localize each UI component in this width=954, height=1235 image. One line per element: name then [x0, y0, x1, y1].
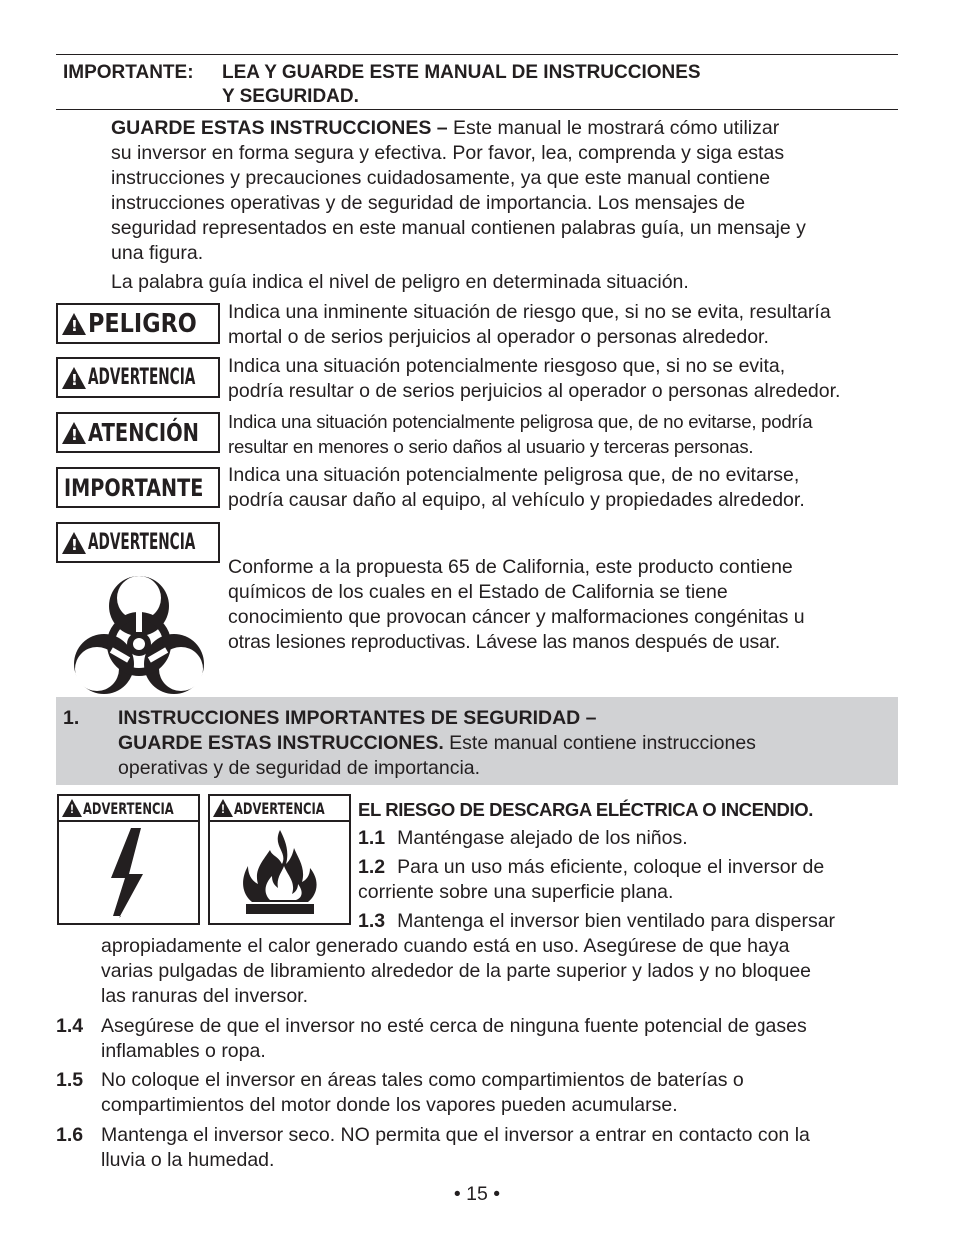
item-1-3: 1.3 Mantenga el inversor bien ventilado para dispersar [358, 910, 836, 932]
item-1-1: 1.1 Manténgase alejado de los niños. [358, 827, 688, 849]
section-1-subtitle: GUARDE ESTAS INSTRUCCIONES. Este manual contiene instrucciones [118, 732, 756, 754]
intro-line-1: GUARDE ESTAS INSTRUCCIONES – Este manual le mostrará cómo utilizar [111, 117, 780, 139]
fire-icon [210, 822, 349, 921]
item-1-2: 1.2 Para un uso más eficiente, coloque el inversor de corriente sobre una superficie plana. [358, 856, 825, 903]
page-number: • 15 • [453, 1183, 501, 1205]
signal-importante-box [56, 467, 220, 508]
item-1-6-number: 1.6 [56, 1124, 84, 1146]
section-1-line-3: operativas y de seguridad de importancia. [118, 757, 481, 779]
signal-word-advertencia: ADVERTENCIA [88, 365, 196, 390]
intro-paragraph [111, 116, 901, 266]
signal-peligro-box [56, 303, 220, 344]
header-line-1: LEA Y GUARDE ESTE MANUAL DE INSTRUCCIONES [222, 62, 701, 83]
signal-advertencia-desc: Indica una situación potencialmente riesgoso que, si no se evita, podría resultar o de serios perjuicios al operador o personas alrededor. [228, 355, 841, 402]
warning-triangle-icon [62, 367, 86, 389]
prop65-advertencia-box [56, 522, 220, 563]
fire-warning-word: ADVERTENCIA [234, 798, 325, 818]
item-1-4: Asegúrese de que el inversor no esté cerca de ninguna fuente potencial de gases inflamables o ropa. [101, 1015, 807, 1062]
signal-importante-desc: Indica una situación potencialmente peligrosa que, de no evitarse, podría causar daño al equipo, al vehículo y propiedades alrededor. [228, 464, 805, 511]
section-1-number: 1. [63, 707, 80, 729]
intro-line-5: seguridad representados en este manual contienen palabras guía, un mensaje y [111, 217, 806, 239]
warning-triangle-icon [62, 799, 82, 817]
biohazard-icon [60, 566, 218, 696]
item-1-5-number: 1.5 [56, 1069, 84, 1091]
signal-word-atencion: ATENCIÓN [88, 418, 199, 447]
warning-triangle-icon [213, 799, 233, 817]
warning-triangle-icon [62, 313, 86, 335]
item-1-5: No coloque el inversor en áreas tales como compartimientos de baterías o compartimientos del motor donde los vapores pueden acumularse. [101, 1069, 744, 1116]
section-1-title: INSTRUCCIONES IMPORTANTES DE SEGURIDAD – [118, 707, 597, 729]
warning-triangle-icon [62, 422, 86, 444]
signal-intro: La palabra guía indica el nivel de peligro en determinada situación. [111, 271, 689, 293]
header-label: IMPORTANTE: [63, 62, 194, 83]
fire-warning-box [208, 794, 351, 925]
risk-heading: EL RIESGO DE DESCARGA ELÉCTRICA O INCENDIO. [358, 799, 813, 820]
shock-warning-box [57, 794, 200, 925]
item-1-4-number: 1.4 [56, 1015, 84, 1037]
warning-triangle-icon [62, 532, 86, 554]
item-1-6: Mantenga el inversor seco. NO permita que el inversor a entrar en contacto con la lluvia o la humedad. [101, 1124, 810, 1171]
signal-peligro-desc: Indica una inminente situación de riesgo que, si no se evita, resultaría mortal o de serios perjuicios al operador o personas alrededor. [228, 301, 831, 348]
signal-advertencia-box [56, 357, 220, 398]
prop65-signal-word: ADVERTENCIA [88, 530, 196, 555]
header-line-2: Y SEGURIDAD. [222, 86, 359, 107]
prop65-text: Conforme a la propuesta 65 de California, este producto contiene químicos de los cuales en el Estado de California se tiene conocimiento que provocan cáncer y malformaciones congénitas u otras lesiones reproductivas. Lávese las manos después de usar. [228, 556, 805, 653]
electric-shock-icon [59, 822, 198, 921]
intro-line-3: instrucciones y precauciones cuidadosamente, ya que este manual contiene [111, 167, 771, 189]
intro-line-2: su inversor en forma segura y efectiva. Por favor, lea, comprenda y siga estas [111, 142, 785, 164]
shock-warning-word: ADVERTENCIA [83, 798, 174, 818]
intro-line-6: una figura. [111, 242, 204, 264]
item-1-3-continued: apropiadamente el calor generado cuando está en uso. Asegúrese de que haya varias pulgadas de libramiento alrededor de la parte superior y lados y no bloquee las ranuras del inversor. [101, 935, 812, 1007]
signal-word-peligro: PELIGRO [88, 308, 197, 339]
intro-line-4: instrucciones operativas y de seguridad de importancia. Los mensajes de [111, 192, 746, 214]
header-bottom-rule [56, 109, 898, 110]
signal-atencion-desc: Indica una situación potencialmente peligrosa que, de no evitarse, podría resultar en menores o serio daños al usuario y terceras personas. [228, 411, 813, 457]
top-rule [56, 54, 898, 55]
signal-atencion-box [56, 412, 220, 453]
intro-lead: GUARDE ESTAS INSTRUCCIONES – [111, 117, 448, 139]
signal-word-importante: IMPORTANTE [64, 473, 204, 502]
